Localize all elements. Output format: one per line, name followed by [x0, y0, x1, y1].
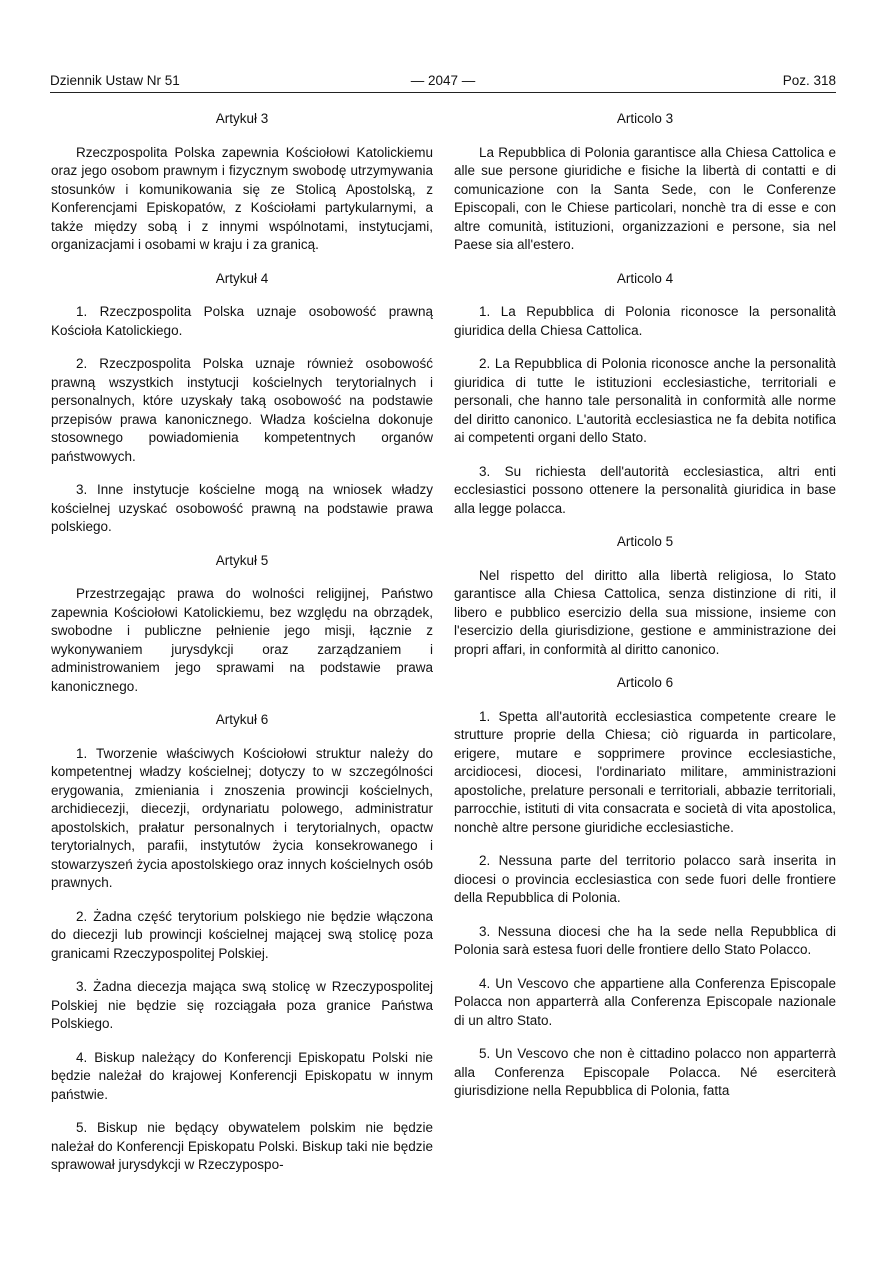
article-6-paragraph-2-pl: 2. Żadna część terytorium polskiego nie będzie włączona do diecezji lub prowincji kościelnej mającej swą stolicę poza granicami Rzeczypospolitej Polskiej.: [51, 908, 433, 961]
article-4-heading-pl: Artykuł 4: [215, 270, 269, 286]
article-6-heading-it: Articolo 6: [616, 675, 674, 690]
article-6-paragraph-3-it: 3. Nessuna diocesi che ha la sede nella Repubblica di Polonia sarà estesa fuori delle frontiere dello Stato Polacco.: [454, 923, 836, 957]
page-number: — 2047 —: [410, 73, 476, 88]
article-6-paragraph-3-pl: 3. Żadna diecezja mająca swą stolicę w Rzeczypospolitej Polskiej nie będzie się rozciągała poza granice Państwa Polskiego.: [51, 979, 433, 1031]
article-5-paragraph-it: Nel rispetto del diritto alla libertà religiosa, lo Stato garantisce alla Chiesa Cattolica, senza distinzione di riti, il libero e pubblico esercizio della sua missione, insieme con l'esercizio della giurisdizione, gestione e amministrazione dei propri affari, in conformità al diritto canonico.: [454, 567, 836, 657]
article-3-heading-pl: Artykuł 3: [215, 111, 269, 126]
article-4-paragraph-3-pl: 3. Inne instytucje kościelne mogą na wniosek władzy kościelnej uzyskać osobowość prawną na podstawie prawa polskiego.: [51, 482, 433, 534]
article-4-paragraph-3-it: 3. Su richiesta dell'autorità ecclesiastica, altri enti ecclesiastici possono ottenere la personalità giuridica in base alla legge polacca.: [454, 463, 836, 516]
article-4-paragraph-1-pl: 1. Rzeczpospolita Polska uznaje osobowość prawną Kościoła Katolickiego.: [51, 304, 433, 338]
article-5-paragraph-pl: Przestrzegając prawa do wolności religijnej, Państwo zapewnia Kościołowi Katolickiemu, bez względu na obrządek, swobodne i publiczne pełnienie jego misji, łącznie z wykonywaniem jurysdykcji oraz zarządzaniem i administrowaniem jego sprawami na podstawie prawa kanonicznego.: [51, 586, 433, 694]
article-5-heading-pl: Artykuł 5: [215, 552, 269, 568]
italian-column: [454, 110, 836, 1116]
polish-column: [51, 110, 433, 1190]
article-6-heading-pl: Artykuł 6: [215, 712, 269, 727]
article-6-paragraph-5-pl: 5. Biskup nie będący obywatelem polskim nie będzie należał do Konferencji Episkopatu Polski. Biskup taki nie będzie sprawował jurysdykcji w Rzeczypospo-: [51, 1120, 433, 1172]
article-6-paragraph-4-it: 4. Un Vescovo che appartiene alla Conferenza Episcopale Polacca non apparterrà alla Conferenza Episcopale nazionale di un altro Stato.: [454, 975, 836, 1028]
header-rule: [50, 92, 836, 93]
article-4-paragraph-2-pl: 2. Rzeczpospolita Polska uznaje również osobowość prawną wszystkich instytucji kościelnych terytorialnych i personalnych, które uzyskały taką osobowość na podstawie przepisów prawa kanonicznego. Władza kościelna dokonuje stosownego powiadomienia kompetentnych organów państwowych.: [51, 356, 433, 464]
article-3-paragraph-it: La Repubblica di Polonia garantisce alla Chiesa Cattolica e alle sue persone giuridiche e fisiche la libertà di contatti e di comunicazione con la Santa Sede, con le Conferenze Episcopali, con le Chiese particolari, nonchè tra di esse e con altre comunità, istituzioni, organizzazioni e persone, sia nel Paese sia all'estero.: [454, 144, 836, 252]
article-4-paragraph-1-it: 1. La Repubblica di Polonia riconosce la personalità giuridica della Chiesa Cattolica.: [454, 304, 836, 338]
article-6-paragraph-2-it: 2. Nessuna parte del territorio polacco sarà inserita in diocesi o provincia ecclesiastica con sede fuori delle frontiere della Repubblica di Polonia.: [454, 853, 836, 905]
article-6-paragraph-1-it: 1. Spetta all'autorità ecclesiastica competente creare le strutture proprie della Chiesa; ciò riguarda in particolare, erigere, mutare e sopprimere province ecclesiastiche, arcidiocesi, diocesi, l'ordinariato militare, amministrazioni apostoliche, prelature personali e territoriali, abbazie territoriali, parrocchie, istituti di vita consacrata e società di vita apostolica, nonchè altre persone giuridiche ecclesiastiche.: [454, 708, 836, 835]
article-4-heading-it: Articolo 4: [616, 270, 674, 286]
article-6-paragraph-5-it: 5. Un Vescovo che non è cittadino polacco non apparterrà alla Conferenza Episcopale Polacca. Né eserciterà giurisdizione nella Repubblica di Polonia, fatta: [454, 1046, 836, 1098]
article-3-heading-it: Articolo 3: [616, 111, 674, 126]
article-6-paragraph-1-pl: 1. Tworzenie właściwych Kościołowi struktur należy do kompetentnej władzy kościelnej; dotyczy to w szczególności erygowania, zmieniania i znoszenia prowincji kościelnych, archidiecezji, diecezji, ordynariatu polowego, administratur apostolskich, prałatur personalnych i terytorialnych, opactw terytorialnych, parafii, instytutów życia konsekrowanego i stowarzyszeń życia apostolskiego oraz innych kościelnych osób prawnych.: [51, 745, 433, 890]
article-5-heading-it: Articolo 5: [616, 534, 674, 549]
article-3-paragraph-pl: Rzeczpospolita Polska zapewnia Kościołowi Katolickiemu oraz jego osobom prawnym i fizycznym swobodę utrzymywania stosunków i komunikowania się ze Stolicą Apostolską, z Konferencjami Episkopatów, z Kościołami partykularnymi, a także między sobą i z innymi wspólnotami, instytucjami, organizacjami i osobami w kraju i za granicą.: [51, 144, 433, 252]
article-6-paragraph-4-pl: 4. Biskup należący do Konferencji Episkopatu Polski nie będzie należał do krajowej Konferencji Episkopatu w innym państwie.: [51, 1049, 433, 1102]
position-number: Poz. 318: [782, 73, 836, 88]
article-4-paragraph-2-it: 2. La Repubblica di Polonia riconosce anche la personalità giuridica di tutte le istituzioni ecclesiastiche, territoriali e personali, che hanno tale personalità in conformità alle norme del diritto canonico. L'autorità ecclesiastica ne fa debita notifica ai competenti organi dello Stato.: [454, 356, 836, 445]
journal-title: Dziennik Ustaw Nr 51: [50, 73, 180, 88]
page-header: [50, 72, 836, 92]
